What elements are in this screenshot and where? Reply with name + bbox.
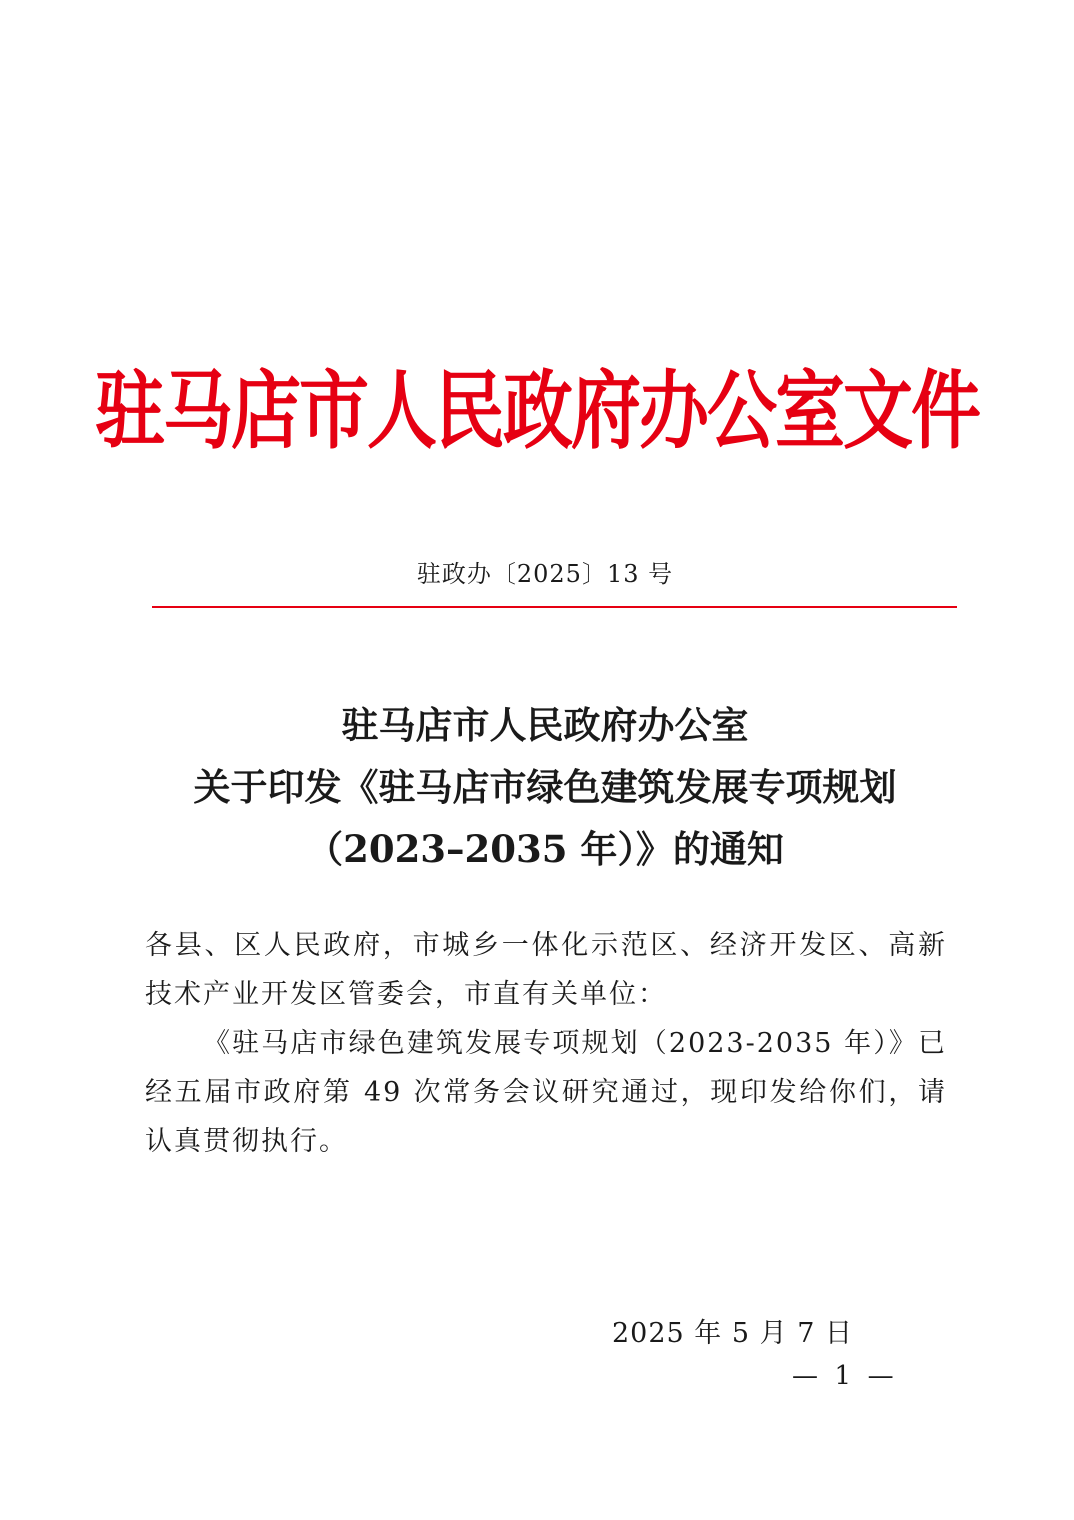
masthead-title: 驻马店市人民政府办公室文件 [95, 359, 979, 462]
document-number: 驻政办〔2025〕13 号 [416, 560, 674, 588]
body-paragraph: 《驻马店市绿色建筑发展专项规划（2023-2035 年）》已经五届市政府第 49 次常务会议研究通过，现印发给你们，请认真贯彻执行。 [145, 1028, 947, 1157]
page-number: — 1 — [792, 1361, 894, 1391]
red-divider-line [152, 606, 957, 608]
issue-date: 2025 年 5 月 7 日 [612, 1318, 853, 1349]
notice-title [100, 694, 990, 880]
recipients-line: 各县、区人民政府，市城乡一体化示范区、经济开发区、高新技术产业开发区管委会，市直有关单位： [145, 930, 947, 1010]
notice-body [145, 921, 947, 1166]
title-line-1: 驻马店市人民政府办公室 [341, 703, 749, 747]
title-line-2: 关于印发《驻马店市绿色建筑发展专项规划 [193, 765, 897, 809]
title-line-3: （2023–2035 年）》的通知 [306, 827, 784, 871]
